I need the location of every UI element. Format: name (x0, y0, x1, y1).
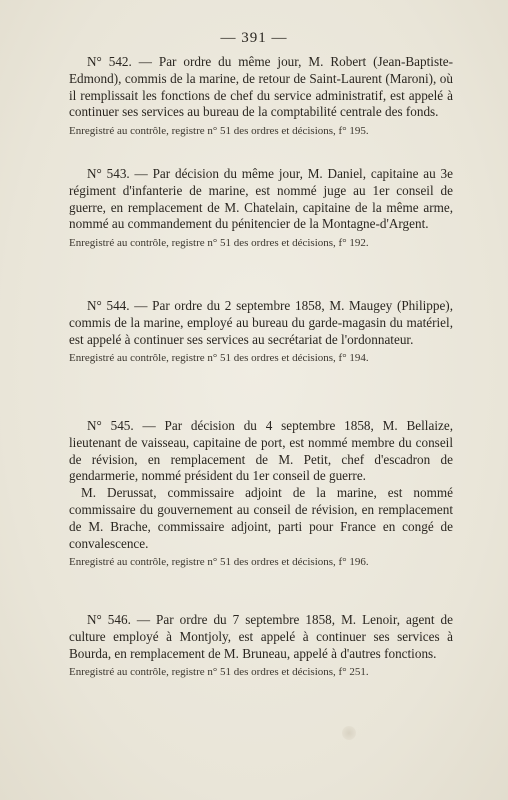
page-number: — 391 — (220, 30, 288, 46)
registration-note: Enregistré au contrôle, registre n° 51 des ordres et décisions, f° 195. (69, 125, 369, 138)
registration-note: Enregistré au contrôle, registre n° 51 des ordres et décisions, f° 192. (69, 237, 369, 250)
registration-note: Enregistré au contrôle, registre n° 51 des ordres et décisions, f° 194. (69, 352, 369, 365)
entry-542 (69, 54, 453, 138)
registration-note: Enregistré au contrôle, registre n° 51 des ordres et décisions, f° 196. (69, 556, 369, 569)
entry-paragraph: N° 545. — Par décision du 4 septembre 1858, M. Bellaize, lieutenant de vaisseau, capitaine de port, est nommé membre du conseil de révision, en remplacement de M. Petit, chef d'escadron de gendarmerie, nommé président du 1er conseil de guerre. (69, 418, 453, 484)
registration-note: Enregistré au contrôle, registre n° 51 des ordres et décisions, f° 251. (69, 666, 369, 679)
entry-543 (69, 166, 453, 250)
entry-paragraph: N° 544. — Par ordre du 2 septembre 1858, M. Maugey (Philippe), commis de la marine, employé au bureau du garde-magasin du matériel, est appelé à continuer ses services au secrétariat de l'ordonnateur. (69, 298, 453, 347)
entry-paragraph: N° 546. — Par ordre du 7 septembre 1858, M. Lenoir, agent de culture employé à Montjoly, est appelé à continuer ses services à Bourda, en remplacement de M. Bruneau, appelé à d'autres fonctions. (69, 612, 453, 661)
entry-paragraph: M. Derussat, commissaire adjoint de la marine, est nommé commissaire du gouvernement au conseil de révision, en remplacement de M. Brache, commissaire adjoint, parti pour France en congé de convalescence. (69, 485, 453, 551)
entry-544 (69, 298, 453, 365)
entry-paragraph: N° 543. — Par décision du même jour, M. Daniel, capitaine au 3e régiment d'infanterie de marine, est nommé juge au 1er conseil de guerre, en remplacement de M. Chatelain, capitaine de la même arme, nommé au commandement du pénitencier de la Montagne-d'Argent. (69, 166, 453, 232)
entry-545 (69, 418, 453, 569)
paper-stain (342, 726, 356, 740)
entry-546 (69, 612, 453, 679)
entry-paragraph: N° 542. — Par ordre du même jour, M. Robert (Jean-Baptiste-Edmond), commis de la marine, de retour de Saint-Laurent (Maroni), où il remplissait les fonctions de chef du service administratif, est appelé à continuer ses services au bureau de la comptabilité centrale des fonds. (69, 54, 453, 120)
